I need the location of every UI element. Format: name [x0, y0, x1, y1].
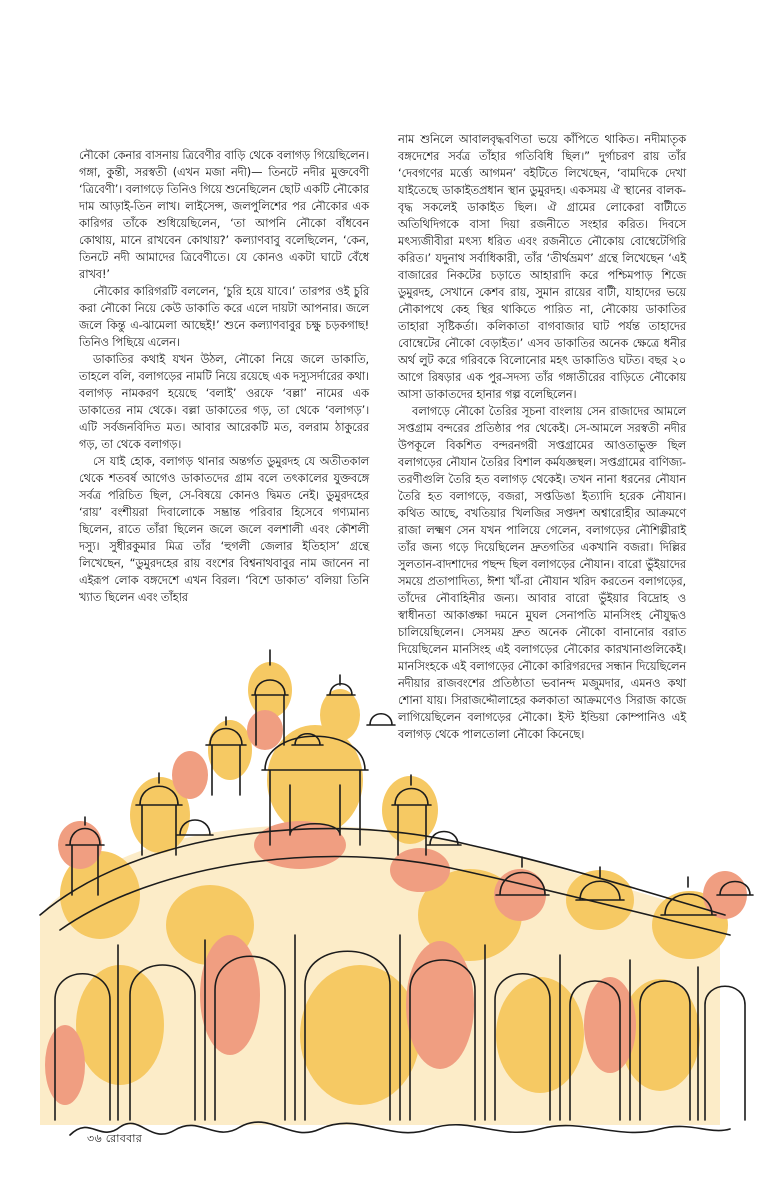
paragraph: নাম শুনিলে আবালবৃদ্ধবণিতা ভয়ে কাঁপিতে থাকিত। নদীমাতৃক বঙ্গদেশের সর্বত্র তাঁহার গতিবিধি ছিল।” দুর্গাচরণ রায় তাঁর ‘দেবগণের মর্ত্ত্যে আগমন’ বইটিতে লিখেছেন, ‘বামদিকে দেখা যাইতেছে ডাকাইতপ্রধান স্থান ডুমুরদহ। একসময় ঐ স্থানের বালক-বৃদ্ধ সকলেই ডাকাইত ছিল। ঐ গ্রামের লোকেরা বাটীতে অতিথিদিগকে বাসা দিয়া রজনীতে সংহার করিত। দিবসে মৎস্যজীবীরা মৎস্য ধরিত এবং রজনীতে নৌকোয় বোম্বেটেগিরি করিত।’ যদুনাথ সর্বাধিকারী, তাঁর ‘তীর্থভ্রমণ’ গ্রন্থে লিখেছেন ‘এই বাজারের নিকটের চড়াতে আহারাদি করে পশ্চিমপাড় শিজে ডুমুরদহ, সেখানে কেশব রায়, সুমান রায়ের বাটী, যাহাদের ভয়ে নৌকাপথে কেহ স্থির থাকিতে পারিত না, নৌকোয় ডাকাতির তাহারা সৃষ্টিকর্তা। কলিকাতা বাগবাজার ঘাট পর্যন্ত তাহাদের বোম্বেটের নৌকো বেড়াইত।’ এসব ডাকাতির অনেক ক্ষেত্রে ধনীর অর্থ লুট করে গরিবকে বিলোনোর মহৎ ডাকাতিও ঘটত। বছর ২০ আগে রিষড়ার এক পুর-সদস্য তাঁর গঙ্গাতীরের বাড়িতে নৌকোয় আসা ডাকাতদের হানার গল্প বলেছিলেন। — [398, 132, 686, 401]
paragraph: নৌকোর কারিগরটি বললেন, ‘চুরি হয়ে যাবে।’ তারপর ওই চুরি করা নৌকো নিয়ে কেউ ডাকাতি করে এলে দায়টা আপনার। জলে জলে কিন্তু এ-ঝামেলা আছেই!’ শুনে কল্যাণবাবুর চক্ষু চড়কগাছ! তিনিও পিছিয়ে এলেন। — [79, 284, 369, 349]
watercolor-wash — [40, 662, 747, 1125]
page-footer — [87, 1130, 142, 1149]
article-column-left — [79, 147, 369, 606]
paragraph: বলাগড়ে নৌকো তৈরির সূচনা বাংলায় সেন রাজাদের আমলে সপ্তগ্রাম বন্দরের প্রতিষ্ঠার পর থেকেই। সে-আমলে সরস্বতী নদীর উপকূলে বিকশিত বন্দরনগরী সপ্তগ্রামের আওতাভুক্ত ছিল বলাগড়ের নৌযান তৈরির বিশাল কর্মযজ্ঞস্থল। সপ্তগ্রামের বাণিজ্য-তরণীগুলি তৈরি হত বলাগড় থেকেই। তখন নানা ধরনের নৌযান তৈরি হত বলাগড়ে, বজরা, সপ্তডিঙা ইত্যাদি হরেক নৌযান। কথিত আছে, বখতিয়ার খিলজির সপ্তদশ অশ্বারোহীর আক্রমণে রাজা লক্ষ্মণ সেন যখন পালিয়ে গেলেন, বলাগড়ের নৌশিল্পীরাই তাঁর জন্য গড়ে দিয়েছিলেন দ্রুতগতির একখানি বজরা। দিল্লির সুলতান-বাদশাদের পছন্দ ছিল বলাগড়ের নৌযান। বারো ভুঁইয়াদের সময়ে প্রতাপাদিত্য, ঈশা খাঁ-রা নৌযান খরিদ করতেন বলাগড়ের, তাঁদের নৌবাহিনীর জন্য। আবার বারো ভুঁইয়ার বিদ্রোহ ও স্বাধীনতা আকাঙ্ক্ষা দমনে মুঘল সেনাপতি মানসিংহ নৌযুদ্ধও চালিয়েছিলেন। সেসময় দ্রুত অনেক নৌকো বানানোর বরাত দিয়েছিলেন মানসিংহ এই বলাগড়ের নৌকোর কারখানাগুলিকেই। মানসিংহকে এই বলাগড়ের নৌকো কারিগরদের সন্ধান দিয়েছিলেন নদীয়ার রাজবংশের প্রতিষ্ঠাতা ভবানন্দ মজুমদার, এমনও কথা শোনা যায়। সিরাজদ্দৌলাহের কলকাতা আক্রমণেও সিরাজ কাজে লাগিয়েছিলেন বলাগড়ের নৌকো। ইস্ট ইন্ডিয়া কোম্পানিও এই বলাগড় থেকে পালতোলা নৌকো কিনেছে। — [398, 404, 686, 741]
magazine-name: রোববার — [105, 1132, 143, 1145]
paragraph: সে যাই হোক, বলাগড় থানার অন্তর্গত ডুমুরদহ যে অতীতকাল থেকে শতবর্ষ আগেও ডাকাতদের গ্রাম বলে তৎকালের যুক্তবঙ্গে সর্বত্র পরিচিত ছিল, সে-বিষয়ে কোনও দ্বিমত নেই। ডুমুরদহের ‘রায়’ বংশীয়রা দিবালোকে সম্ভ্রান্ত পরিবার হিসেবে গণ্যমান্য ছিলেন, রাতে তাঁরা ছিলেন জলে জলে বলশালী এবং কৌশলী দস্যু। সুধীরকুমার মিত্র তাঁর ‘হুগলী জেলার ইতিহাস’ গ্রন্থে লিখেছেন, “ডুমুরদহের রায় বংশের বিশ্বনাথবাবুর নাম জানেন না এইরূপ লোক বঙ্গদেশে এখন বিরল। ‘বিশে ডাকাত’ বলিয়া তিনি খ্যাত ছিলেন এবং তাঁহার — [79, 454, 369, 604]
page-number: ৩৬ — [87, 1132, 102, 1145]
paragraph: ডাকাতির কথাই যখন উঠল, নৌকো নিয়ে জলে ডাকাতি, তাহলে বলি, বলাগড়ের নামটি নিয়ে রয়েছে এক দস্যুসর্দারের কথা। বলাগড় নামকরণ হয়েছে ‘বলাই’ ওরফে ‘বল্লা’ নামের এক ডাকাতের নাম থেকে। বল্লা ডাকাতের গড়, তা থেকে ‘বলাগড়’। এটি সর্বজনবিদিত মত। আবার আরেকটি মত, বলরাম ঠাকুরের গড়, তা থেকে বলাগড়। — [79, 352, 369, 451]
paragraph: নৌকো কেনার বাসনায় ত্রিবেণীর বাড়ি থেকে বলাগড় গিয়েছিলেন। গঙ্গা, কুন্তী, সরস্বতী (এখন মজা নদী)— তিনটে নদীর মুক্তবেণী ‘ত্রিবেণী’। বলাগড়ে তিনিও গিয়ে শুনেছিলেন ছোট একটি নৌকোর দাম আড়াই-তিন লাখ। লাইসেন্স, জলপুলিশের পর নৌকোর এক কারিগর তাঁকে শুধিয়েছিলেন, ‘তা আপনি নৌকো বাঁধবেন কোথায়, মানে রাখবেন কোথায়?’ কল্যাণবাবু বলেছিলেন, ‘কেন, তিনটে নদী আমাদের ত্রিবেণীতে। যে কোনও একটা ঘাটে বেঁধে রাখব!’ — [79, 148, 369, 281]
temple-domes-illustration — [0, 595, 770, 1155]
